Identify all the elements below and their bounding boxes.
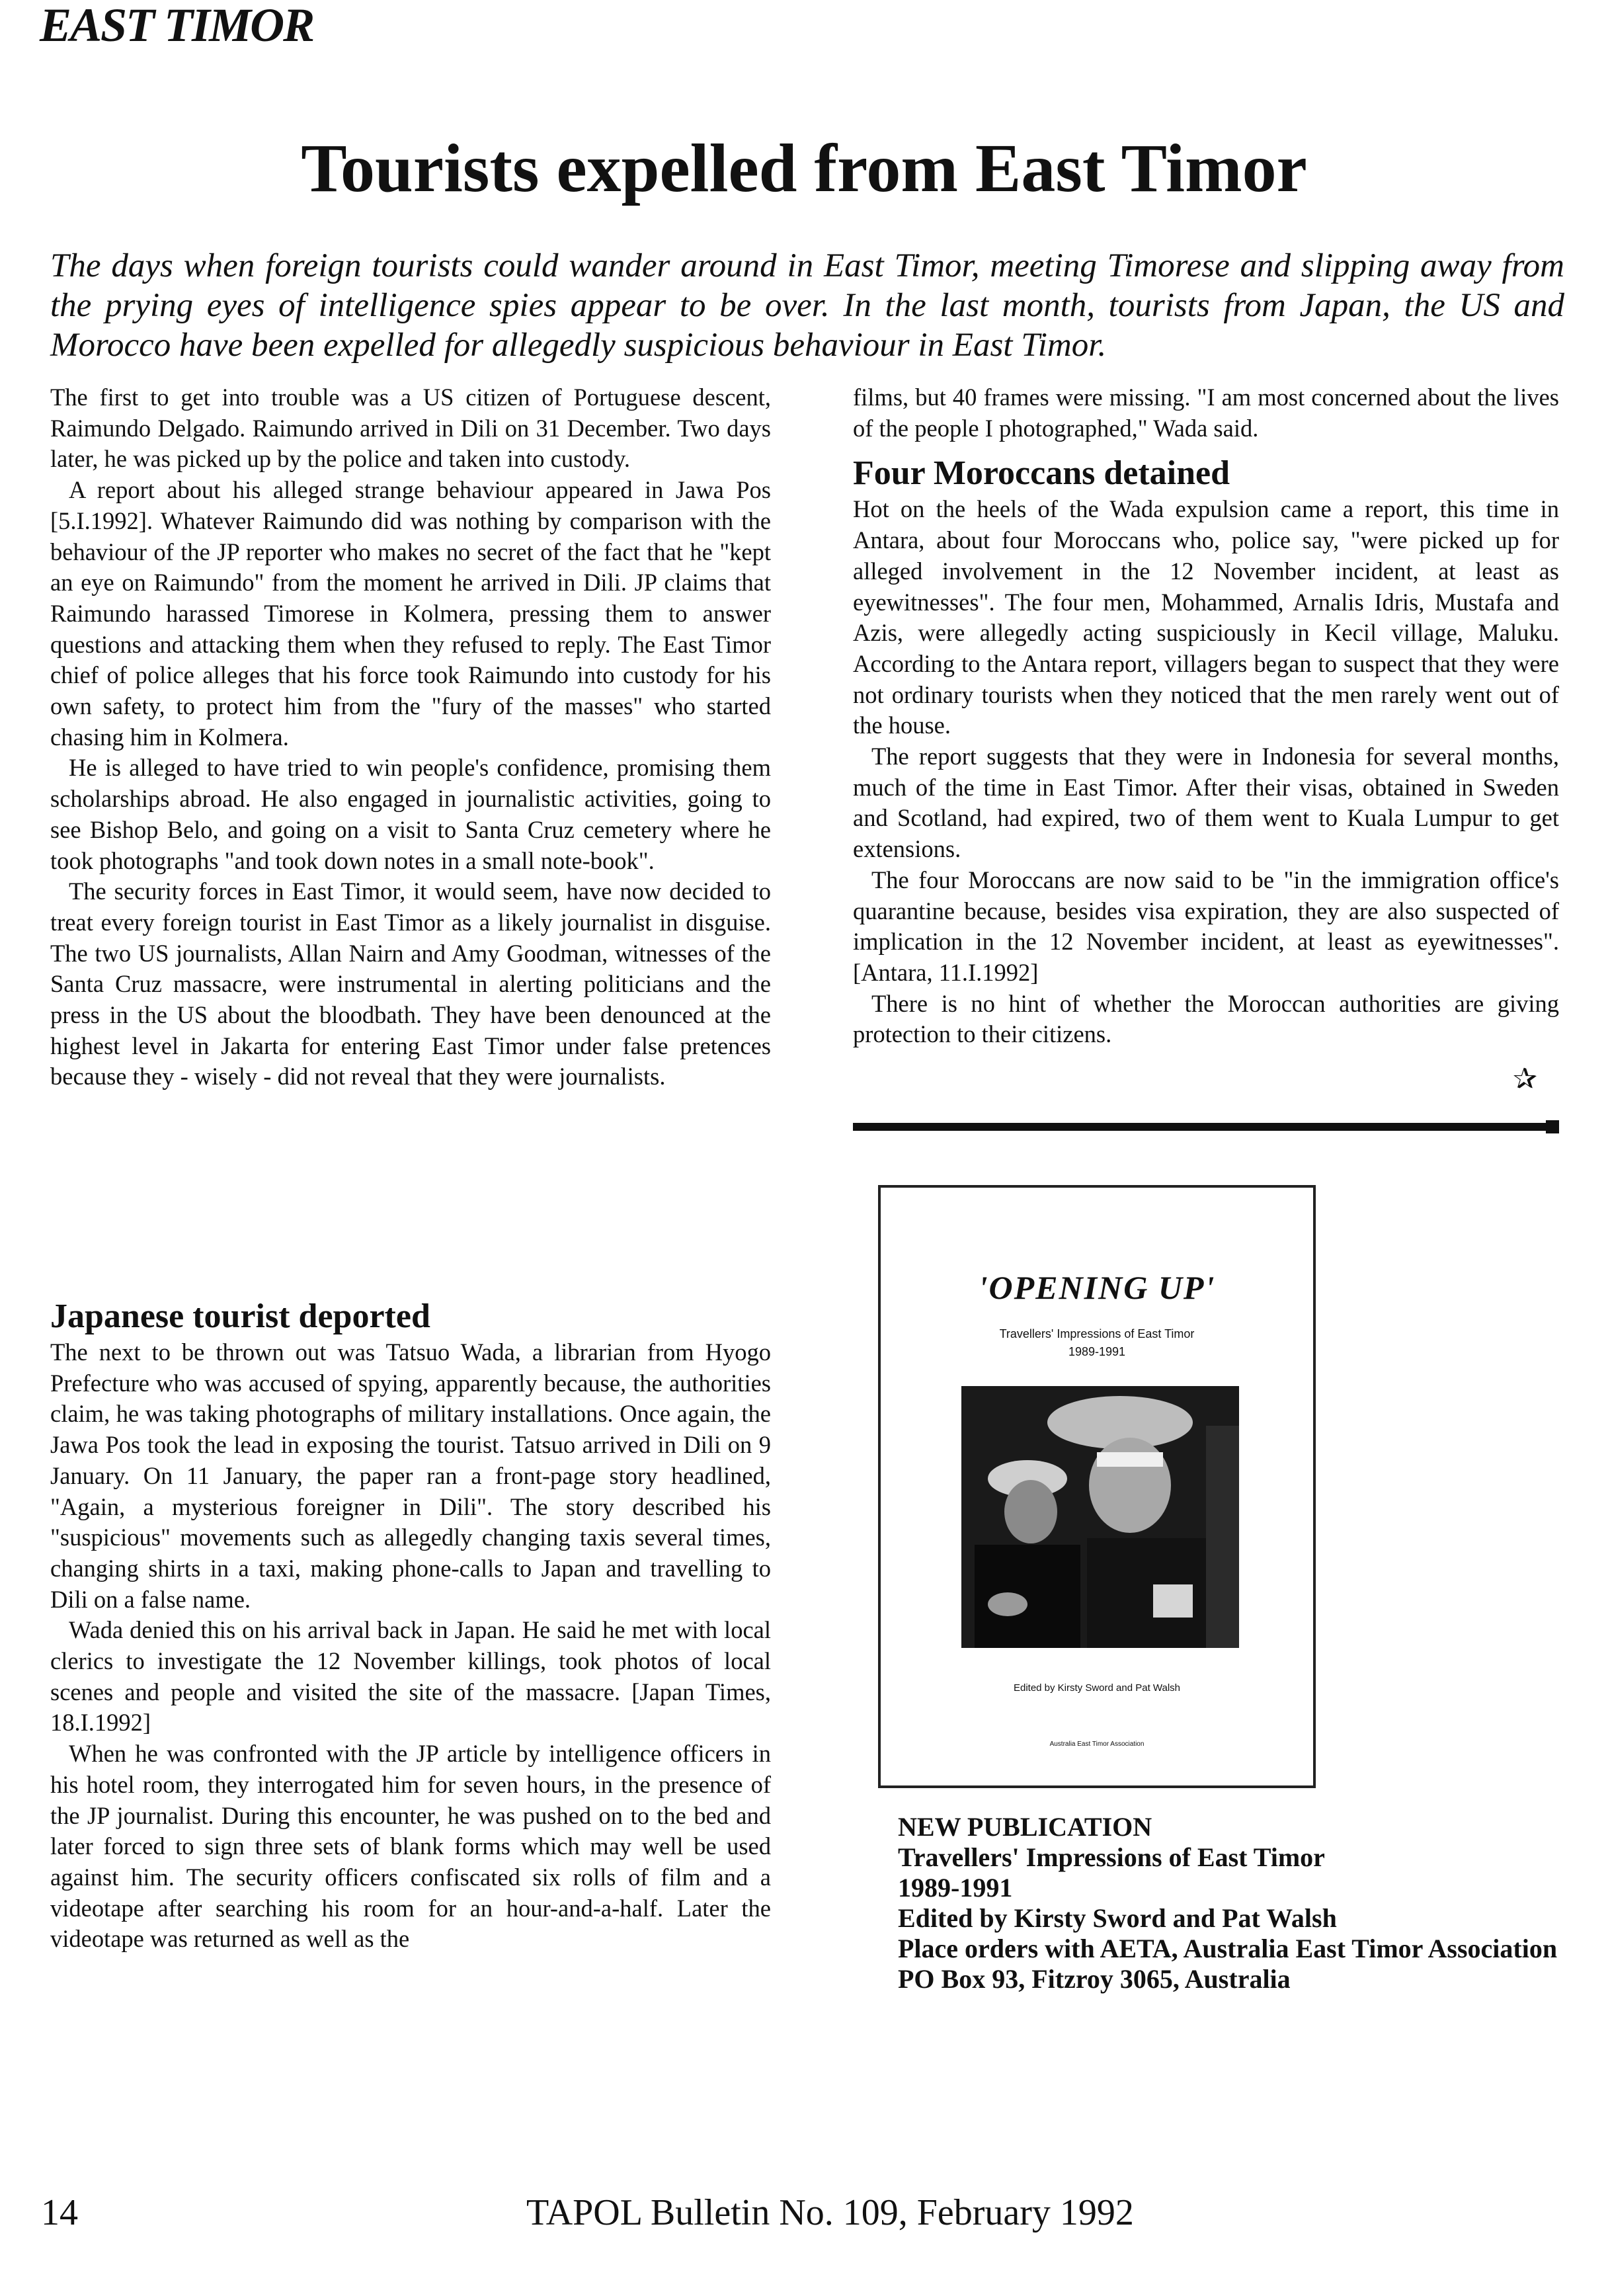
publication-notice-line: 1989-1991 xyxy=(898,1873,1013,1903)
page-number: 14 xyxy=(41,2192,78,2233)
body-paragraph: The security forces in East Timor, it would seem, have now decided to treat every foreign tourist in East Timor as a likely journalist in disguise. The two US journalists, Allan Nairn and Amy Goodman, witnesses of the Santa Cruz massacre, were instrumental in alerting politicians and the press in the US about the bloodbath. They have been denounced at the highest level in Jakarta for entering East Timor under false pretences because they - wisely - did not reveal that they were journalists. xyxy=(50,878,771,1090)
left-column xyxy=(50,382,771,1092)
body-paragraph: The next to be thrown out was Tatsuo Wada, a librarian from Hyogo Prefecture who was accused of spying, apparently because, the authorities claim, he was taking photographs of military installations. Once again, the Jawa Pos took the lead in exposing the tourist. Tatsuo arrived in Dili on 9 January. On 11 January, the paper ran a front-page story headlined, "Again, a mysterious foreigner in Dili". The story described his "suspicious" movements such as allegedly changing taxis several times, changing shirts in a taxi, making phone-calls to Japan and travelling to Dili on a false name. xyxy=(50,1338,771,1613)
book-cover-editors: Edited by Kirsty Sword and Pat Walsh xyxy=(1013,1682,1181,1694)
book-cover-subtitle-line: Travellers' Impressions of East Timor xyxy=(999,1327,1195,1340)
section-subheading: Japanese tourist deported xyxy=(50,1297,430,1335)
book-cover-photo xyxy=(961,1386,1239,1648)
publication-notice-line: Edited by Kirsty Sword and Pat Walsh xyxy=(898,1903,1337,1933)
body-paragraph: Hot on the heels of the Wada expulsion came a report, this time in Antara, about four Moroccans who, police say, "were picked up for alleged involvement in the 12 November incident, at least as eyewitnesses". The four men, Mohammed, Arnalis Idris, Mustafa and Azis, were allegedly acting suspiciously in Kecil village, Maluku. According to the Antara report, villagers began to suspect that they were not ordinary tourists when they noticed that the men rarely went out of the house. xyxy=(853,495,1559,739)
publication-notice-line: Place orders with AETA, Australia East Timor Association xyxy=(898,1934,1558,1963)
left-column-part-2 xyxy=(50,1296,771,1955)
body-paragraph: films, but 40 frames were missing. "I am most concerned about the lives of the people I photographed," Wada said. xyxy=(853,384,1559,442)
end-of-article-icon: ✰ xyxy=(1513,1063,1537,1095)
article-headline: Tourists expelled from East Timor xyxy=(301,130,1307,206)
body-paragraph: A report about his alleged strange behaviour appeared in Jawa Pos [5.I.1992]. Whatever Raimundo did was nothing by comparison with the behaviour of the JP reporter who makes no secret of the fact that he "kept an eye on Raimundo" from the moment he arrived in Dili. JP claims that Raimundo harassed Timorese in Kolmera, pressing them to answer questions and attacking them when they refused to reply. The East Timor chief of police alleges that his force took Raimundo into custody for his own safety, to protect him from the "fury of the masses" who started chasing him in Kolmera. xyxy=(50,476,771,751)
column-divider-rule xyxy=(853,1123,1559,1131)
body-paragraph: He is alleged to have tried to win people's confidence, promising them scholarships abroad. He also engaged in journalistic activities, going to see Bishop Belo, and going on a visit to Santa Cruz cemetery where he took photographs "and took down notes in a small note-book". xyxy=(50,754,771,874)
publication-footer: TAPOL Bulletin No. 109, February 1992 xyxy=(526,2192,1134,2233)
article-standfirst: The days when foreign tourists could wander around in East Timor, meeting Timorese and slipping away from the prying eyes of intelligence spies appear to be over. In the last month, tourists from Japan, the US and Morocco have been expelled for allegedly suspicious behaviour in East Timor. xyxy=(50,247,1564,364)
body-paragraph: There is no hint of whether the Moroccan authorities are giving protection to their citizens. xyxy=(853,989,1559,1048)
body-paragraph: The four Moroccans are now said to be "in the immigration office's quarantine because, besides visa expiration, they are also suspected of implication in the 12 November incident, at least as eyewitnesses". [Antara, 11.I.1992] xyxy=(853,866,1559,986)
publication-notice-heading: NEW PUBLICATION xyxy=(898,1812,1152,1842)
book-cover-title: 'OPENING UP' xyxy=(978,1269,1216,1306)
book-cover-publisher: Australia East Timor Association xyxy=(1049,1741,1145,1748)
body-paragraph: Wada denied this on his arrival back in Japan. He said he met with local clerics to investigate the 12 November killings, took photos of local scenes and people and visited the site of the massacre. [Japan Times, 18.I.1992] xyxy=(50,1616,771,1737)
body-paragraph: When he was confronted with the JP article by intelligence officers in his hotel room, they interrogated him for seven hours, in the presence of the JP journalist. During this encounter, he was pushed on to the bed and later forced to sign three sets of blank forms which may well be used against him. The security officers confiscated six rolls of film and a videotape after searching his room for an hour-and-a-half. Later the videotape was returned as well as the xyxy=(50,1740,771,1953)
body-paragraph: The report suggests that they were in Indonesia for several months, much of the time in East Timor. After their visas, obtained in Sweden and Scotland, had expired, two of them went to Kuala Lumpur to get extensions. xyxy=(853,743,1559,863)
soldiers-photo-graphic xyxy=(961,1386,1239,1648)
publication-notice xyxy=(898,1812,1599,1994)
right-column xyxy=(853,382,1559,1050)
publication-notice-line: PO Box 93, Fitzroy 3065, Australia xyxy=(898,1964,1291,1994)
book-cover-image xyxy=(878,1185,1316,1788)
section-subheading: Four Moroccans detained xyxy=(853,454,1230,493)
publication-notice-line: Travellers' Impressions of East Timor xyxy=(898,1842,1325,1872)
book-cover-years: 1989-1991 xyxy=(1068,1345,1126,1358)
book-cover-subtitle xyxy=(881,1325,1313,1361)
body-paragraph: The first to get into trouble was a US citizen of Portuguese descent, Raimundo Delgado. Raimundo arrived in Dili on 31 December. Two days later, he was picked up by the police and taken into custody. xyxy=(50,384,771,473)
section-label: EAST TIMOR xyxy=(40,0,314,52)
